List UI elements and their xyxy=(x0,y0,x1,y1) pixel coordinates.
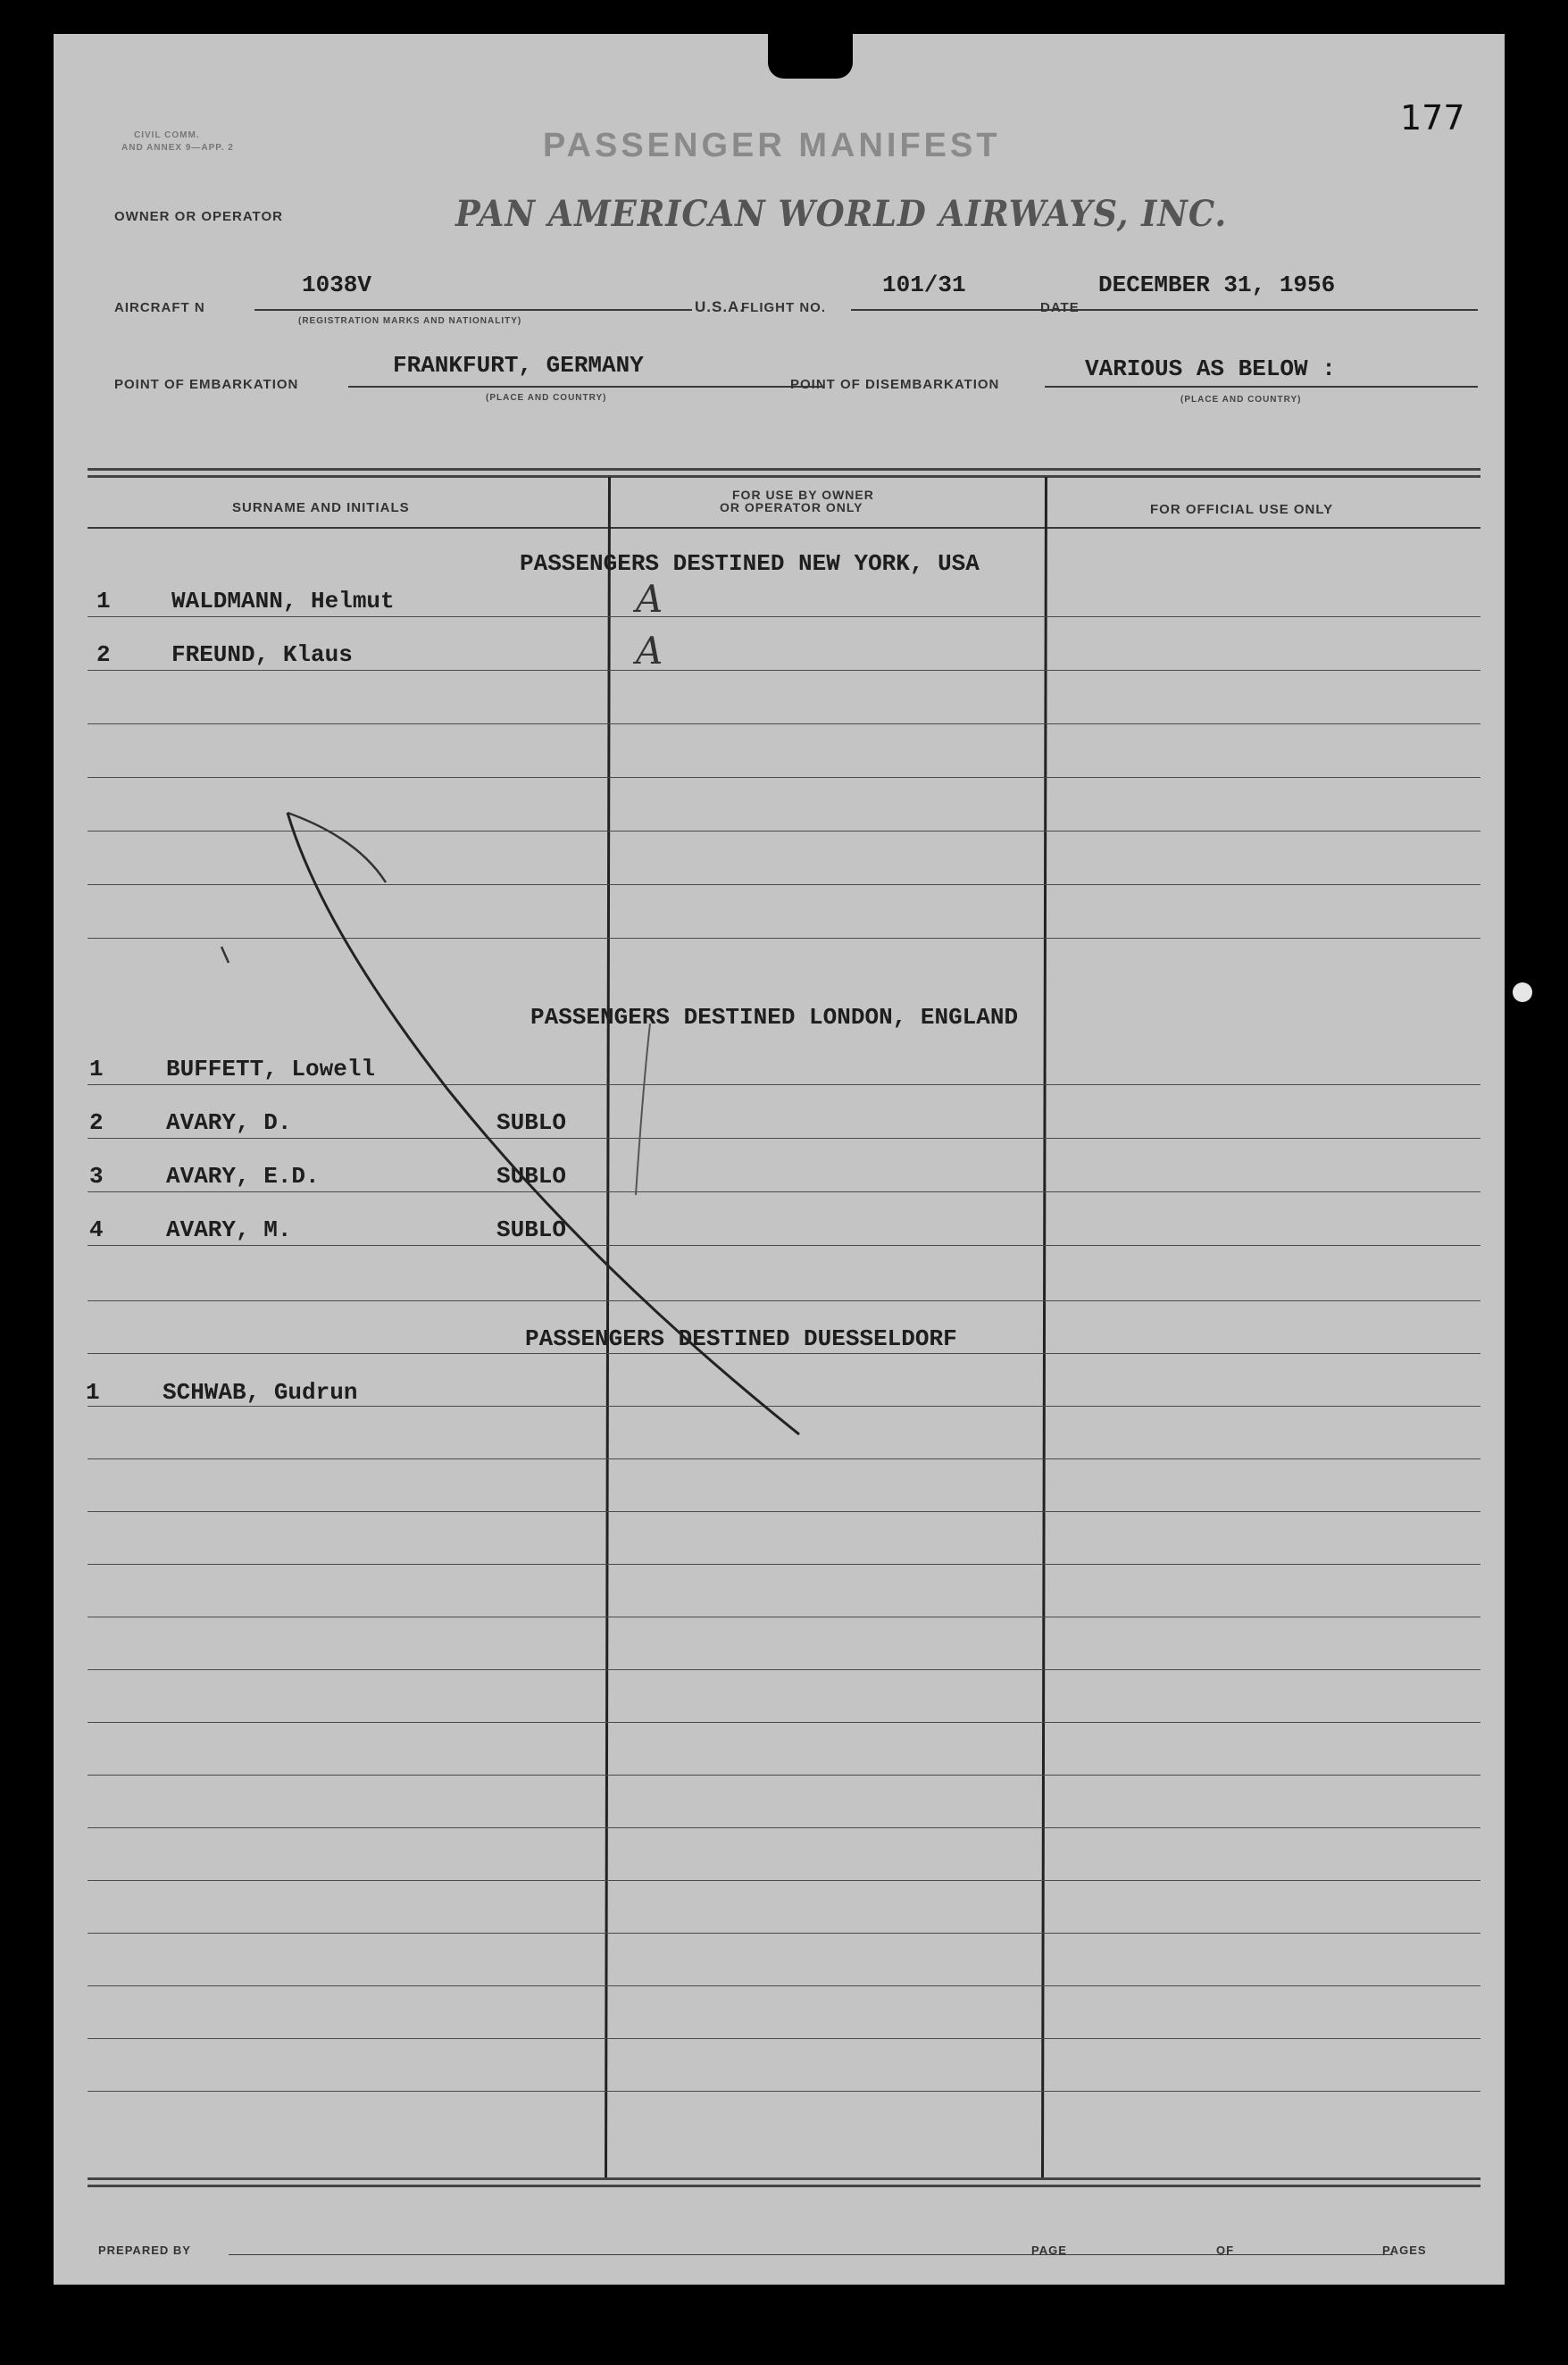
flight-value: 101/31 xyxy=(882,272,966,298)
disembarkation-sublabel: (PLACE AND COUNTRY) xyxy=(1180,395,1302,405)
passenger-number: 1 xyxy=(86,1379,100,1406)
manifest-title: PASSENGER MANIFEST xyxy=(543,127,1001,164)
form-reference-1: CIVIL COMM. xyxy=(134,130,200,140)
binder-tab xyxy=(768,34,853,79)
passenger-number: 4 xyxy=(89,1216,104,1243)
pen-stroke-annotation xyxy=(54,34,1505,2285)
column-owner-header-1: FOR USE BY OWNER xyxy=(732,488,874,502)
aircraft-label: AIRCRAFT N xyxy=(114,300,205,315)
passenger-note: SUBLO xyxy=(496,1216,567,1243)
passenger-handwritten-mark: A xyxy=(636,629,663,673)
passenger-number: 3 xyxy=(89,1163,104,1190)
passenger-note: SUBLO xyxy=(496,1163,567,1190)
footer-page-label: PAGE xyxy=(1031,2244,1067,2257)
passenger-name: SCHWAB, Gudrun xyxy=(163,1379,358,1406)
owner-label: OWNER OR OPERATOR xyxy=(114,209,283,224)
flight-label: FLIGHT NO. xyxy=(741,300,826,315)
manifest-page xyxy=(54,34,1505,2285)
aircraft-sublabel: (REGISTRATION MARKS AND NATIONALITY) xyxy=(298,316,522,326)
passenger-name: WALDMANN, Helmut xyxy=(171,588,395,614)
group-heading-duesseldorf: PASSENGERS DESTINED DUESSELDORF xyxy=(525,1325,957,1352)
footer-pages-label: PAGES xyxy=(1382,2244,1427,2257)
group-heading-london: PASSENGERS DESTINED LONDON, ENGLAND xyxy=(530,1004,1019,1031)
passenger-name: AVARY, M. xyxy=(166,1216,292,1243)
passenger-note: SUBLO xyxy=(496,1109,567,1136)
group-heading-new-york: PASSENGERS DESTINED NEW YORK, USA xyxy=(520,550,980,577)
passenger-number: 1 xyxy=(96,588,111,614)
embarkation-label: POINT OF EMBARKATION xyxy=(114,377,299,392)
owner-value: PAN AMERICAN WORLD AIRWAYS, INC. xyxy=(455,193,1228,235)
passenger-name: AVARY, D. xyxy=(166,1109,292,1136)
column-official-header: FOR OFFICIAL USE ONLY xyxy=(1150,502,1334,517)
usa-label: U.S.A. xyxy=(695,298,746,315)
form-reference-2: AND ANNEX 9—APP. 2 xyxy=(121,143,234,153)
passenger-name: BUFFETT, Lowell xyxy=(166,1056,376,1082)
date-value: DECEMBER 31, 1956 xyxy=(1098,272,1336,298)
aircraft-value: 1038V xyxy=(302,272,372,298)
disembarkation-value: VARIOUS AS BELOW : xyxy=(1085,355,1336,382)
column-surname-header: SURNAME AND INITIALS xyxy=(232,500,410,515)
passenger-name: AVARY, E.D. xyxy=(166,1163,320,1190)
footer-prepared-by-label: PREPARED BY xyxy=(98,2244,191,2257)
embarkation-sublabel: (PLACE AND COUNTRY) xyxy=(486,393,607,403)
passenger-number: 2 xyxy=(89,1109,104,1136)
footer-of-label: OF xyxy=(1216,2244,1235,2257)
passenger-number: 1 xyxy=(89,1056,104,1082)
passenger-number: 2 xyxy=(96,641,111,668)
column-owner-header-2: OR OPERATOR ONLY xyxy=(720,500,863,514)
passenger-name: FREUND, Klaus xyxy=(171,641,353,668)
embarkation-value: FRANKFURT, GERMANY xyxy=(393,352,644,379)
page-number: 177 xyxy=(1400,98,1465,138)
edge-punch-mark xyxy=(1513,982,1532,1002)
passenger-handwritten-mark: A xyxy=(636,577,663,621)
disembarkation-label: POINT OF DISEMBARKATION xyxy=(790,377,1000,392)
date-label: DATE xyxy=(1040,300,1080,315)
